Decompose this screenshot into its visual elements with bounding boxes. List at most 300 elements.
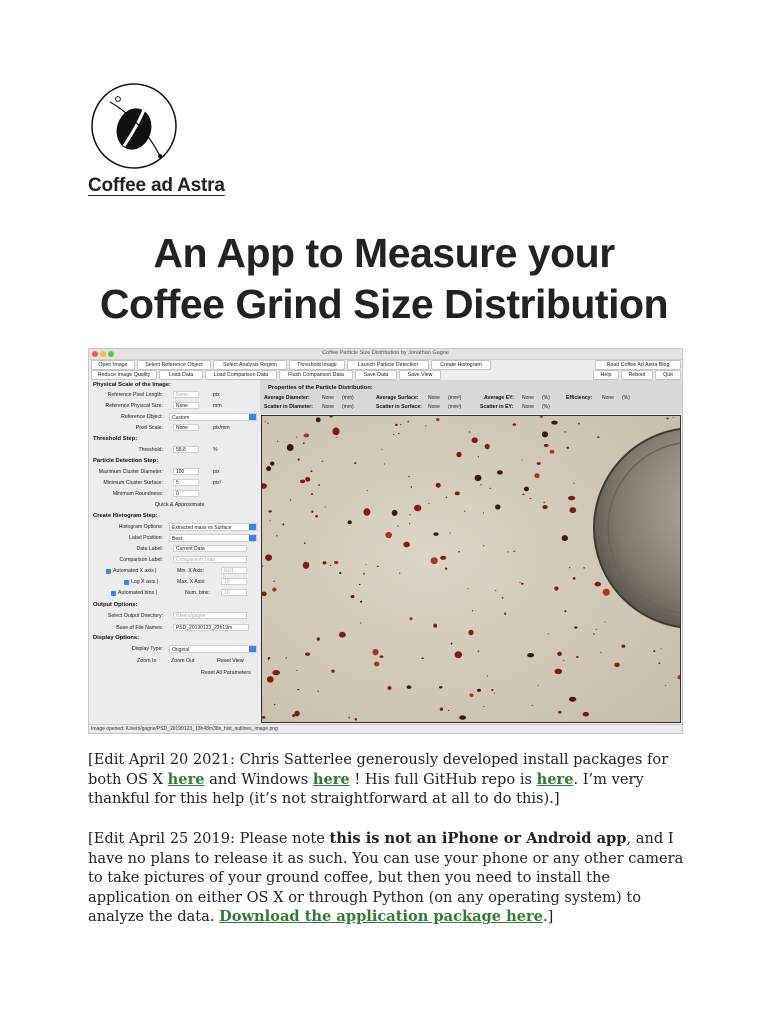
edit-note-2021-text-3: ! His full GitHub repo is	[349, 770, 537, 788]
coffee-particle	[403, 542, 410, 548]
histogram-options-label: Histogram Options:	[118, 524, 163, 530]
num-bins-field: 10	[221, 589, 247, 596]
coffee-particle	[411, 486, 413, 488]
coffee-particle	[522, 459, 523, 460]
coffee-particle	[440, 708, 443, 711]
coffee-particle	[334, 561, 339, 564]
coffee-particle	[287, 444, 294, 451]
coffee-particle	[267, 676, 274, 683]
coffee-particle	[673, 417, 674, 418]
ref-pixel-length-unit: pix	[213, 392, 220, 398]
display-heading: Display Options:	[93, 635, 140, 641]
coffee-particle	[431, 557, 438, 564]
efficiency-unit: (%)	[622, 395, 630, 401]
coffee-particle	[491, 689, 493, 691]
coffee-particle	[273, 581, 275, 582]
download-package-link[interactable]: Download the application package here	[219, 908, 543, 926]
coffee-particle	[298, 459, 300, 461]
coffee-particle	[317, 690, 319, 691]
distribution-properties-panel	[260, 380, 682, 414]
github-repo-link[interactable]: here	[536, 770, 574, 788]
select-analysis-region-button: Select Analysis Region	[213, 360, 287, 370]
coffee-particle	[388, 686, 392, 690]
auto-bins-checkbox-icon	[111, 591, 116, 596]
coffee-particle	[521, 583, 524, 585]
coffee-particle	[392, 510, 398, 516]
coffee-particle	[658, 663, 660, 664]
zoom-out-button: Zoom Out	[171, 658, 195, 664]
efficiency-value: None	[602, 395, 614, 401]
avg-surface-value: None	[428, 395, 440, 401]
min-roundness-field: 0	[173, 490, 199, 497]
open-image-button: Open Image	[91, 360, 135, 370]
coffee-particle	[317, 637, 320, 641]
coffee-particle	[564, 431, 566, 433]
label-position-label: Label Position:	[128, 535, 163, 541]
reboot-button: Reboot	[621, 370, 653, 380]
avg-ey-value: None	[522, 395, 534, 401]
coffee-particle	[322, 461, 324, 462]
coffee-particle	[567, 447, 569, 449]
coffee-particle	[439, 686, 442, 688]
coffee-particle	[304, 433, 310, 437]
coffee-particle	[282, 523, 284, 525]
min-roundness-label: Minimum Roundness:	[112, 491, 163, 497]
threshold-heading: Threshold Step:	[93, 436, 138, 442]
coffee-particle	[408, 476, 410, 478]
coffee-bean-orbit-logo-icon[interactable]	[88, 82, 180, 170]
coffee-particle	[355, 718, 357, 721]
scatter-surface-label: Scatter in Surface:	[376, 404, 422, 410]
windows-package-link[interactable]: here	[312, 770, 350, 788]
window-titlebar	[89, 349, 682, 360]
zoom-in-button: Zoom In	[137, 658, 157, 664]
auto-x-axis-label: Automated X axis |	[113, 568, 157, 574]
coffee-particle	[469, 694, 473, 697]
physical-scale-heading: Physical Scale of the Image:	[93, 382, 171, 388]
coffee-particle	[446, 497, 447, 498]
coffee-particle	[554, 586, 558, 590]
display-type-select	[169, 645, 257, 653]
avg-diameter-unit: (mm)	[342, 395, 354, 401]
coffee-particle	[562, 535, 568, 541]
edit-note-2021	[88, 750, 688, 809]
select-reference-object-button: Select Reference Object	[137, 360, 211, 370]
coffee-particle	[360, 601, 362, 603]
coffee-particle	[409, 523, 410, 524]
not-an-app-note: this is not an iPhone or Android app	[329, 830, 627, 847]
coffee-particle	[558, 711, 561, 714]
load-data-button: Load Data	[159, 370, 203, 380]
coffee-particle	[385, 532, 392, 538]
auto-bins-label: Automated bins |	[118, 590, 157, 596]
coffee-particle	[597, 436, 599, 438]
coffee-particle	[653, 650, 655, 652]
coffee-particle	[483, 706, 484, 707]
threshold-label: Threshold:	[138, 447, 163, 453]
coffee-particle	[569, 697, 576, 702]
chevron-down-icon	[249, 524, 256, 531]
coffee-particles-image	[261, 415, 681, 723]
properties-heading: Properties of the Particle Distribution:	[268, 385, 373, 391]
coffee-particle	[534, 473, 539, 478]
coffee-particle	[303, 443, 305, 444]
coffee-particle	[331, 669, 334, 672]
coffee-particle	[477, 689, 481, 692]
coffee-particle	[494, 693, 495, 694]
coffee-particle	[436, 483, 441, 488]
file-base-field: PSD_20190123_22h19m	[173, 624, 249, 631]
min-surface-field: 5	[173, 479, 199, 486]
coffee-particle	[555, 669, 563, 674]
coffee-particle	[495, 590, 496, 591]
coffee-particle	[285, 657, 287, 659]
coffee-particle	[544, 502, 545, 503]
coffee-particle	[574, 626, 577, 628]
scatter-surface-value: None	[428, 404, 440, 410]
coffee-particle	[458, 551, 460, 552]
coffee-particle	[428, 503, 429, 504]
coffee-particle	[464, 510, 466, 511]
display-type-label: Display Type:	[131, 646, 163, 652]
coffee-particle	[433, 624, 437, 628]
coffee-particle	[310, 470, 312, 472]
avg-surface-unit: (mm²)	[448, 395, 462, 401]
comparison-label-field: Comparison Data	[173, 556, 247, 563]
coffee-particle	[564, 610, 566, 612]
coffee-particle	[400, 424, 401, 425]
label-position-value: Best	[172, 536, 183, 542]
coffee-particle	[359, 584, 361, 585]
flush-comparison-data-button: Flush Comparison Data	[279, 370, 353, 380]
coffee-particle	[351, 595, 355, 598]
control-panel	[89, 380, 259, 724]
coffee-particle	[339, 632, 346, 638]
coffee-particle	[407, 421, 409, 423]
coffee-particle	[593, 633, 595, 634]
coffee-particle	[407, 685, 412, 688]
coffee-particle	[270, 462, 274, 466]
coffee-particle	[365, 564, 366, 565]
ref-object-value: Custom	[172, 415, 190, 421]
coffee-particle	[399, 573, 400, 574]
coffee-particle	[456, 452, 461, 458]
coffee-particle	[537, 685, 538, 686]
ref-physical-size-label: Reference Physical Size:	[105, 403, 163, 409]
label-position-select	[169, 534, 257, 542]
reduce-image-quality-button: Reduce Image Quality	[91, 370, 157, 380]
min-x-axis-field: 0.01	[221, 567, 247, 574]
coffee-particle	[478, 651, 480, 652]
max-diameter-unit: pix	[213, 469, 220, 475]
coffee-particle	[476, 439, 477, 440]
coffee-particle	[573, 483, 574, 484]
coffee-particle	[532, 705, 533, 706]
coffee-particle	[472, 437, 478, 443]
coffee-particle	[667, 417, 669, 419]
coffee-particle	[433, 532, 438, 536]
coffee-particle	[495, 504, 500, 509]
coffee-particle	[268, 510, 272, 512]
coffee-particle	[451, 643, 453, 645]
file-base-label: Base of File Names:	[116, 625, 163, 631]
scatter-diameter-label: Scatter in Diameter:	[264, 404, 314, 410]
detection-heading: Particle Detection Step:	[93, 458, 159, 464]
coffee-particle	[272, 670, 280, 675]
ref-physical-size-unit: mm	[213, 403, 222, 409]
coffee-particle	[277, 441, 278, 442]
coffee-particle	[542, 431, 548, 437]
avg-diameter-value: None	[322, 395, 334, 401]
coffee-particle	[660, 648, 661, 649]
quick-approximate-button: Quick & Approximate	[155, 502, 205, 508]
coffee-particle	[268, 659, 269, 660]
coffee-particle	[478, 456, 479, 457]
max-x-axis-label: Max. X Axis:	[177, 579, 206, 585]
coffee-particle	[377, 566, 379, 567]
coffee-particle	[316, 417, 321, 422]
coffee-particle	[294, 711, 299, 717]
scatter-ey-unit: (%)	[542, 404, 550, 410]
coffee-particle	[474, 475, 481, 481]
coffee-particle	[395, 424, 398, 426]
data-label-field: Current Data	[173, 545, 247, 552]
launch-particle-detection-button: Launch Particle Detection	[347, 360, 429, 370]
coffee-particle	[573, 577, 576, 580]
coffee-particle	[304, 542, 306, 544]
coffee-particle	[305, 652, 310, 655]
coffee-particle	[414, 505, 421, 512]
coffee-particle	[297, 689, 299, 690]
ref-pixel-length-label: Reference Pixel Length:	[107, 392, 163, 398]
coffee-particle	[315, 515, 318, 518]
coffee-particle	[348, 717, 350, 719]
comparison-label-label: Comparison Label:	[119, 557, 163, 563]
chevron-down-icon	[249, 414, 256, 421]
coffee-particle	[576, 656, 579, 658]
save-view-button: Save View	[399, 370, 441, 380]
coffee-particle	[268, 657, 270, 659]
edit-note-2019-text-1: [Edit April 25 2019: Please note	[88, 830, 330, 847]
output-directory-label: Select Output Directory:	[107, 613, 163, 619]
max-x-axis-field: 10	[221, 578, 247, 585]
log-x-axis-label: Log X axis |	[131, 579, 159, 585]
coffee-particle	[455, 492, 460, 496]
edit-note-2019	[88, 829, 688, 927]
quit-button: Quit	[655, 370, 681, 380]
coffee-particle	[398, 433, 400, 434]
coffee-particle	[363, 573, 365, 575]
coffee-particle	[270, 520, 271, 521]
min-x-axis-label: Min. X Axis:	[177, 568, 205, 574]
threshold-unit: %	[213, 447, 218, 453]
threshold-image-button: Threshold Image	[289, 360, 345, 370]
status-bar: Image opened: /Users/gagne/PSD_20190123_13h48m38s_hist_outlines_image.png	[89, 724, 682, 733]
scatter-ey-label: Scatter in EY:	[480, 404, 514, 410]
coffee-particle	[604, 622, 605, 623]
window-title: Coffee Particle Size Distribution by Jonathan Gagne	[322, 350, 449, 356]
coffee-particle	[381, 449, 382, 450]
coffee-particle	[527, 653, 534, 657]
coffee-particle	[372, 649, 378, 656]
title-line-2: Coffee Grind Size Distribution	[99, 281, 669, 327]
site-name-link[interactable]: Coffee ad Astra	[88, 175, 225, 196]
log-x-axis-checkbox-icon	[124, 580, 129, 585]
coffee-particle	[468, 630, 473, 636]
ref-pixel-length-field: None	[173, 391, 199, 398]
coffee-particle	[483, 545, 484, 546]
scatter-diameter-unit: (mm)	[342, 404, 354, 410]
coffee-particle	[537, 462, 541, 465]
coffee-particle	[409, 617, 412, 620]
coffee-particle	[665, 685, 666, 686]
scatter-surface-unit: (mm²)	[448, 404, 462, 410]
coffee-particle	[502, 597, 504, 599]
avg-ey-label: Average EY:	[484, 395, 514, 401]
coffee-particle	[332, 428, 339, 436]
chevron-down-icon	[249, 535, 256, 542]
chevron-down-icon	[249, 646, 256, 653]
coffee-particle	[311, 511, 313, 513]
threshold-field: 58.8	[173, 446, 199, 453]
ref-object-select	[169, 413, 257, 421]
ref-object-label: Reference Object:	[121, 414, 163, 420]
histogram-heading: Create Histogram Step:	[93, 513, 158, 519]
output-heading: Output Options:	[93, 602, 138, 608]
edit-note-2021-text-4: . I’m very thankful for this help (it’s not straightforward at all to do this).]	[88, 770, 644, 808]
coffee-particle	[363, 508, 370, 515]
coffee-particle	[583, 712, 590, 717]
coffee-particle	[583, 567, 585, 568]
coffee-particle	[348, 520, 352, 524]
coffee-particle	[330, 565, 332, 566]
coffee-particle	[569, 507, 576, 513]
coffee-particle	[595, 582, 601, 587]
edit-note-2021-text-1: [Edit April 20 2021: Chris Satterlee generously developed install packages for both OS X	[88, 751, 669, 788]
coffee-particle	[522, 494, 524, 496]
title-line-1: An App to Measure your	[153, 230, 615, 276]
coffee-particle	[530, 498, 532, 499]
reset-all-parameters-button: Reset All Parameters	[201, 670, 251, 676]
reset-view-button: Reset View	[217, 658, 244, 664]
coffee-particle	[513, 551, 515, 553]
coffee-particle	[614, 663, 619, 668]
coffee-particle	[483, 512, 484, 513]
coffee-particle	[544, 444, 549, 447]
coffee-particle	[374, 662, 379, 667]
coffee-particle	[272, 588, 276, 592]
efficiency-label: Efficiency:	[566, 395, 593, 401]
display-type-value: Original	[172, 647, 190, 653]
coffee-particle	[472, 610, 473, 611]
histogram-options-select	[169, 523, 257, 531]
coffee-particle	[380, 655, 384, 658]
avg-surface-label: Average Surface:	[376, 395, 419, 401]
coffee-particle	[459, 715, 466, 719]
coffee-particle	[367, 490, 368, 491]
osx-package-link[interactable]: here	[167, 770, 205, 788]
coffee-particle	[266, 466, 271, 471]
coffee-particle	[449, 533, 450, 534]
max-diameter-label: Maximum Cluster Diameter:	[98, 469, 163, 475]
ref-physical-size-field: None	[173, 402, 199, 409]
coffee-particle	[436, 418, 439, 421]
coffee-particle	[265, 554, 272, 560]
coffee-particle	[296, 670, 297, 671]
coffee-particle	[550, 450, 555, 454]
coffee-particle	[384, 464, 385, 465]
coffee-particle	[274, 704, 276, 705]
coffee-particle	[425, 425, 426, 426]
coffee-particle	[596, 629, 597, 630]
load-comparison-data-button: Load Comparison Data	[205, 370, 277, 380]
coffee-particle	[445, 568, 447, 570]
edit-note-2021-text-2: and Windows	[204, 770, 313, 788]
coffee-particle	[551, 421, 557, 425]
coffee-particle	[557, 652, 562, 656]
coffee-particle	[563, 660, 564, 661]
coffee-particle	[448, 710, 449, 711]
coffee-particle	[325, 507, 326, 508]
coffee-particle	[440, 556, 446, 560]
coffee-particle	[267, 423, 268, 424]
coffee-particle	[409, 514, 410, 515]
coffee-particle	[393, 434, 394, 435]
coffee-particle	[507, 551, 508, 552]
pixel-scale-label: Pixel Scale:	[135, 425, 163, 431]
coffee-particle	[360, 622, 361, 623]
coffee-particle	[485, 444, 490, 449]
coffee-particle	[421, 657, 423, 659]
coffee-particle	[305, 477, 310, 482]
coffee-particle	[490, 488, 492, 489]
coffee-particle	[504, 613, 506, 615]
coffee-particle	[339, 572, 341, 574]
coffee-particle	[303, 562, 310, 569]
app-screenshot	[88, 348, 683, 734]
coffee-particle	[318, 484, 320, 486]
coffee-particle	[265, 421, 266, 422]
coffee-particle	[323, 561, 327, 564]
output-directory-field: /Users/gagne	[173, 612, 247, 619]
scatter-diameter-value: None	[322, 404, 334, 410]
coffee-particles-photo	[262, 416, 681, 723]
coffee-particle	[622, 645, 626, 648]
coffee-particle	[487, 675, 489, 676]
num-bins-label: Num. bins:	[185, 590, 210, 596]
coffee-particle	[542, 505, 547, 509]
coffee-particle	[568, 496, 575, 500]
coffee-particle	[513, 423, 516, 425]
avg-ey-unit: (%)	[542, 395, 550, 401]
coffee-particle	[276, 535, 277, 536]
coffee-particle	[467, 588, 468, 589]
scatter-ey-value: None	[522, 404, 534, 410]
coffee-particle	[469, 431, 471, 432]
data-label-label: Data Label:	[136, 546, 163, 552]
pixel-scale-unit: pix/mm	[213, 425, 230, 431]
coffee-particle	[336, 437, 337, 438]
create-histogram-button: Create Histogram	[431, 360, 491, 370]
avg-diameter-label: Average Diameter:	[264, 395, 310, 401]
coffee-particle	[480, 484, 481, 485]
coffee-particle	[296, 437, 297, 438]
max-diameter-field: 100	[173, 468, 199, 475]
histogram-options-value: Extracted mass vs Surface	[172, 525, 232, 531]
page-title	[60, 228, 708, 330]
coffee-particle	[603, 589, 610, 596]
coffee-particle	[397, 526, 398, 527]
